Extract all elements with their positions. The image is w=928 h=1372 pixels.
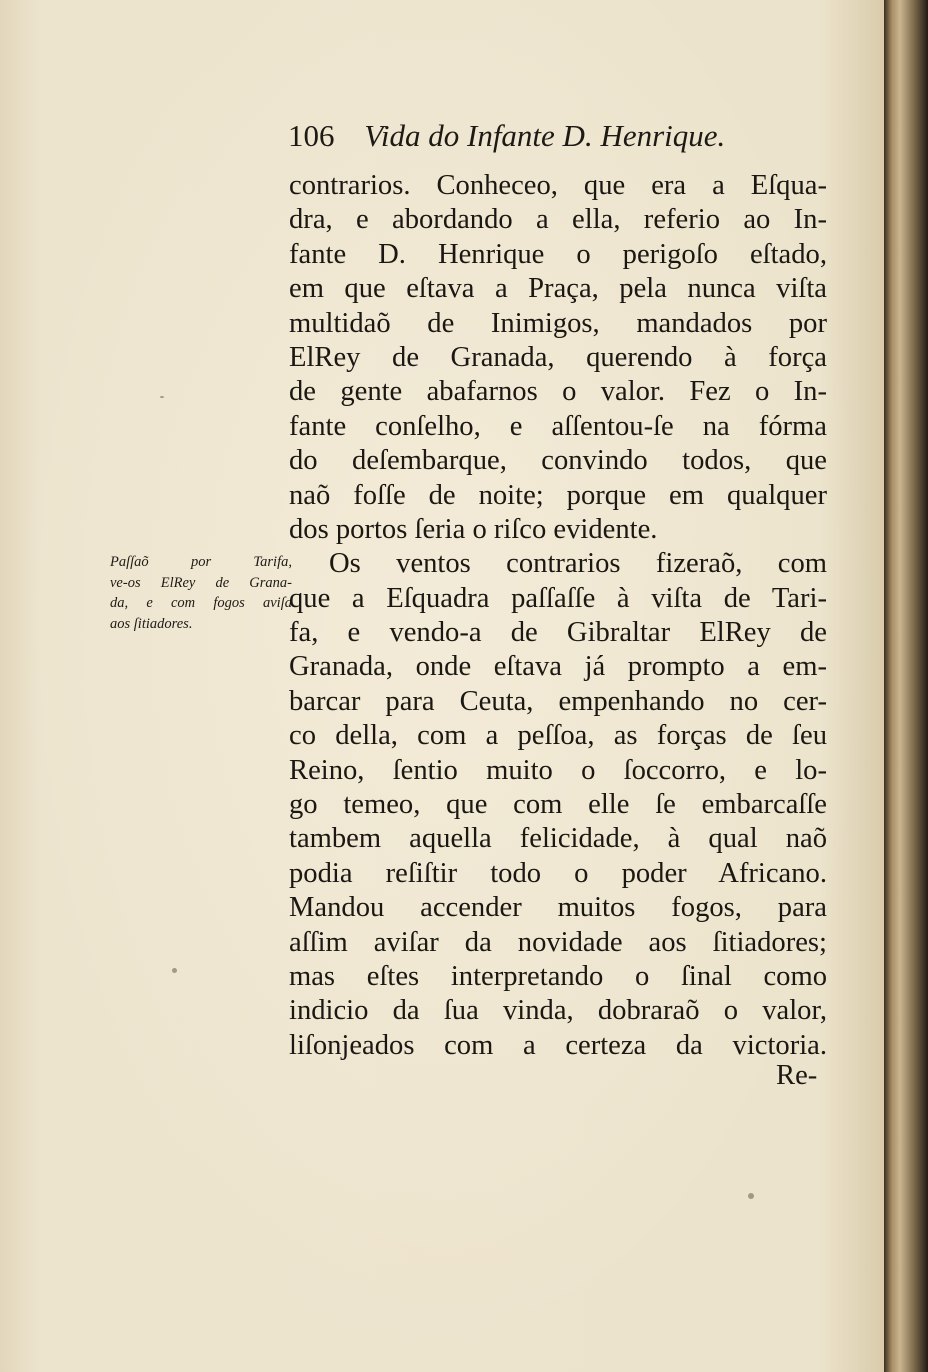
text-line: dra, e abordando a ella, referio ao In-	[289, 204, 827, 236]
body-text	[289, 169, 827, 1063]
margin-note-line: ve-os ElRey de Grana-	[110, 574, 292, 591]
text-line: multidaõ de Inimigos, mandados por	[289, 307, 827, 339]
running-title: Vida do Infante D. Henrique.	[364, 118, 726, 153]
running-head	[288, 118, 808, 158]
text-line: fante conſelho, e aſſentou-ſe na fórma	[289, 410, 827, 442]
text-line: fante D. Henrique o perigoſo eſtado,	[289, 238, 827, 270]
text-line: aſſim aviſar da novidade aos ſitiadores;	[289, 926, 827, 958]
text-line: liſonjeados com a certeza da victoria.	[289, 1029, 827, 1061]
text-line: barcar para Ceuta, empenhando no cer-	[289, 685, 827, 717]
text-line: dos portos ſeria o riſco evidente.	[289, 513, 658, 545]
text-line: naõ foſſe de noite; porque em qualquer	[289, 479, 827, 511]
paper-speck	[748, 1193, 754, 1199]
text-line: do deſembarque, convindo todos, que	[289, 445, 827, 477]
text-line: Os ventos contrarios fizeraõ, com	[329, 548, 827, 580]
text-line: podia reſiſtir todo o poder Africano.	[289, 857, 827, 889]
text-line: em que eſtava a Praça, pela nunca viſta	[289, 273, 827, 305]
text-line: fa, e vendo-a de Gibraltar ElRey de	[289, 617, 827, 649]
page-number: 106	[288, 118, 335, 153]
text-line: indicio da ſua vinda, dobraraõ o valor,	[289, 995, 827, 1027]
paper-speck	[160, 396, 164, 398]
text-line: co della, com a peſſoa, as forças de ſeu	[289, 720, 827, 752]
text-line: Mandou accender muitos fogos, para	[289, 892, 827, 924]
text-line: Granada, onde eſtava já prompto a em-	[289, 651, 827, 683]
margin-note	[110, 552, 292, 634]
margin-note-line: aos ſitiadores.	[110, 615, 193, 632]
text-line: de gente abafarnos o valor. Fez o In-	[289, 376, 827, 408]
text-line: contrarios. Conheceo, que era a Eſqua-	[289, 170, 827, 201]
paper-speck	[172, 968, 177, 973]
margin-note-line: Paſſaõ por Tarifa,	[110, 554, 292, 570]
text-line: que a Eſquadra paſſaſſe à viſta de Tari-	[289, 582, 827, 614]
margin-note-line: da, e com fogos aviſa	[110, 595, 292, 611]
text-line: mas eſtes interpretando o ſinal como	[289, 960, 827, 992]
text-line: ElRey de Granada, querendo à força	[289, 341, 827, 373]
book-edge	[884, 0, 928, 1372]
catchword: Re-	[776, 1060, 818, 1091]
text-line: tambem aquella felicidade, à qual naõ	[289, 823, 827, 855]
text-line: go temeo, que com elle ſe embarcaſſe	[289, 789, 827, 821]
text-line: Reino, ſentio muito o ſoccorro, e lo-	[289, 754, 827, 786]
